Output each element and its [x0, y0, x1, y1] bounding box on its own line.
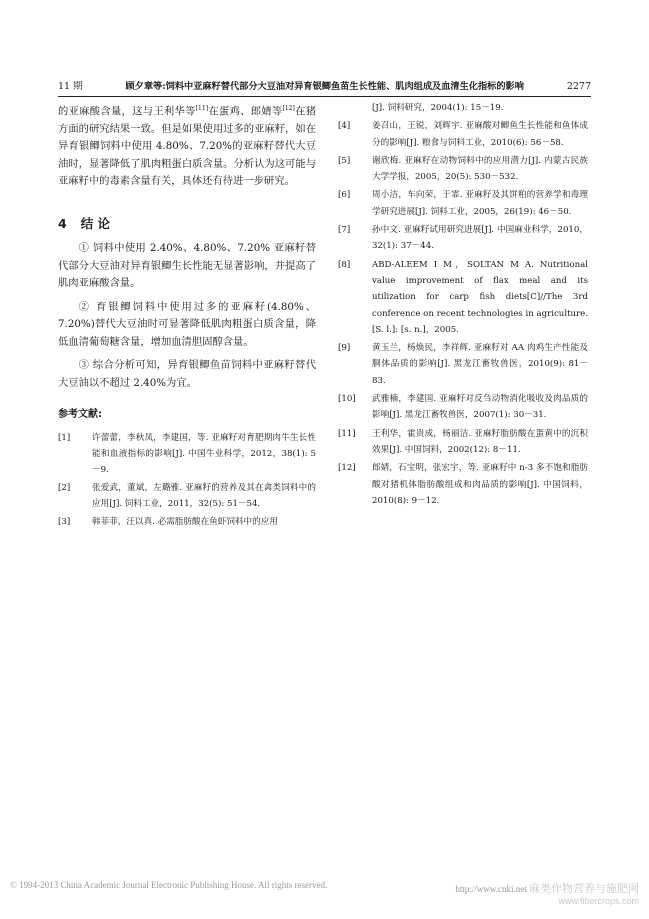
reference-item	[338, 222, 588, 255]
reference-text: 韩菲菲，汪以真. 必需脂肪酸在鱼虾饲料中的应用	[92, 516, 278, 527]
reference-text: 黄玉兰，杨焕民，李祥辉. 亚麻籽对 AA 肉鸡生产性能及胴体品质的影响[J]. 黑龙江畜牧兽医，2010(9): 81－83.	[372, 343, 588, 386]
reference-item	[338, 257, 588, 338]
discussion-paragraph: 的亚麻酸含量，这与王利华等[11]在蛋鸡、郎婧等[12]在猪方面的研究结果一致。但是如果使用过多的亚麻籽，如在异育银鲫饲料中使用 4.80%、7.20%的亚麻籽替代大豆油时，显著降低了肌肉粗蛋白质含量。分析认为这可能与亚麻籽中的毒素含量有关，具体还有待进一步研究。	[58, 105, 317, 188]
reference-number: [12]	[338, 463, 356, 474]
issue-number: 11 期	[58, 81, 83, 92]
reference-item	[338, 187, 588, 220]
reference-text: 王利华，霍贵成，杨丽洁. 亚麻籽脂肪酸在蛋黄中的沉积效果[J]. 中国饲料，2002(12): 8－11.	[372, 428, 588, 455]
watermark-url: www.fibercrops.com	[558, 896, 639, 906]
footer-right	[455, 880, 639, 896]
reference-item	[58, 514, 316, 530]
reference-item	[338, 391, 588, 424]
reference-item	[338, 340, 588, 389]
reference-number: [8]	[338, 259, 351, 270]
reference-number: [7]	[338, 225, 351, 236]
left-column	[58, 100, 316, 532]
reference-item	[58, 480, 316, 512]
conclusion-3: ③ 综合分析可知，异育银鲫鱼苗饲料中亚麻籽替代大豆油以不超过 2.40%为宜。	[58, 359, 316, 389]
reference-number: [5]	[338, 155, 351, 166]
right-column	[338, 100, 588, 511]
reference-text: 姜召山，王锐，刘辉宇. 亚麻酸对鲫鱼生长性能和鱼体成分的影响[J]. 粮食与饲料工业，2010(6): 56－58.	[372, 121, 588, 148]
citation-12: [12]	[282, 105, 295, 112]
reference-number: [10]	[338, 394, 356, 405]
reference-number: [11]	[338, 428, 356, 439]
reference-item	[338, 460, 588, 509]
running-header	[58, 78, 591, 97]
watermark-text: 麻类作物营养与施肥网	[529, 883, 639, 895]
citation-11: [11]	[195, 105, 209, 112]
reference-item	[338, 426, 588, 459]
reference-number: [4]	[338, 121, 351, 132]
reference-item	[338, 153, 588, 186]
reference-text: [J]. 饲料研究，2004(1): 15－19.	[372, 103, 504, 113]
reference-number: [9]	[338, 343, 351, 354]
reference-number: [3]	[58, 516, 71, 527]
reference-text: 张爱武，董斌，左璐雅. 亚麻籽的营养及其在禽类饲料中的应用[J]. 饲料工业，2011，32(5): 51－54.	[92, 482, 316, 509]
reference-number: [1]	[58, 432, 71, 443]
reference-item	[338, 100, 588, 116]
references-list-right	[338, 100, 588, 509]
references-title: 参考文献:	[58, 409, 102, 421]
reference-text: 周小洁，车向荣，于霏. 亚麻籽及其饼粕的营养学和毒理学研究进展[J]. 饲料工业，2005，26(19): 46－50.	[372, 190, 588, 217]
page-number: 2277	[566, 81, 591, 92]
reference-text: 许蕾蕾，李秋凤，李建国，等. 亚麻籽对育肥期肉牛生长性能和血液指标的影响[J]. 中国牛业科学，2012，38(1): 5－9.	[92, 432, 316, 475]
reference-item	[338, 118, 588, 151]
reference-item	[58, 430, 316, 478]
section-title: 结 论	[80, 215, 111, 231]
copyright-notice: © 1994-2013 China Academic Journal Electronic Publishing House. All rights reserved.	[10, 880, 328, 890]
reference-text: 郎婧，石宝明，张宏宇，等. 亚麻籽中 n-3 多不饱和脂肪酸对猪机体脂肪酸组成和肉品质的影响[J]. 中国饲料，2010(8): 9－12.	[372, 463, 588, 506]
section-heading	[58, 215, 316, 233]
conclusion-2: ② 育银鲫饲料中使用过多的亚麻籽(4.80%、7.20%)替代大豆油时可显著降低肌肉粗蛋白质含量，降低血清葡萄糖含量，增加血清胆固醇含量。	[58, 300, 316, 348]
reference-text: 孙中文. 亚麻籽试用研究进展[J]. 中国麻业科学，2010，32(1): 37－44.	[372, 225, 588, 252]
cnki-link[interactable]: http://www.cnki.net	[455, 884, 527, 894]
running-title: 顾夕章等:饲料中亚麻籽替代部分大豆油对异育银鲫鱼苗生长性能、肌肉组成及血清生化指标的影响	[125, 81, 524, 92]
reference-text: 谢欣梅. 亚麻籽在动物饲料中的应用潜力[J]. 内蒙古民族大学学报，2005，20(5): 530－532.	[372, 155, 588, 183]
reference-text: 武雅楠，李建国. 亚麻籽对反刍动物消化吸收及肉品质的影响[J]. 黑龙江畜牧兽医，2007(1): 30－31.	[372, 394, 588, 421]
reference-text: ABD-ALEEM I M，SOLTAN M A. Nutritional value improvement of flax meal and its utilization for carp fish diets[C]//The 3rd conference on recent technologies in agriculture. [S. l.]: [s. n.]，2005.	[372, 259, 588, 335]
section-number: 4	[58, 215, 67, 231]
reference-number: [6]	[338, 190, 351, 201]
conclusion-1: ① 饲料中使用 2.40%、4.80%、7.20% 亚麻籽替代部分大豆油对异育银鲫生长性能无显著影响，并提高了肌肉亚麻酸含量。	[58, 242, 316, 290]
reference-number: [2]	[58, 482, 71, 493]
references-list-left	[58, 430, 316, 530]
